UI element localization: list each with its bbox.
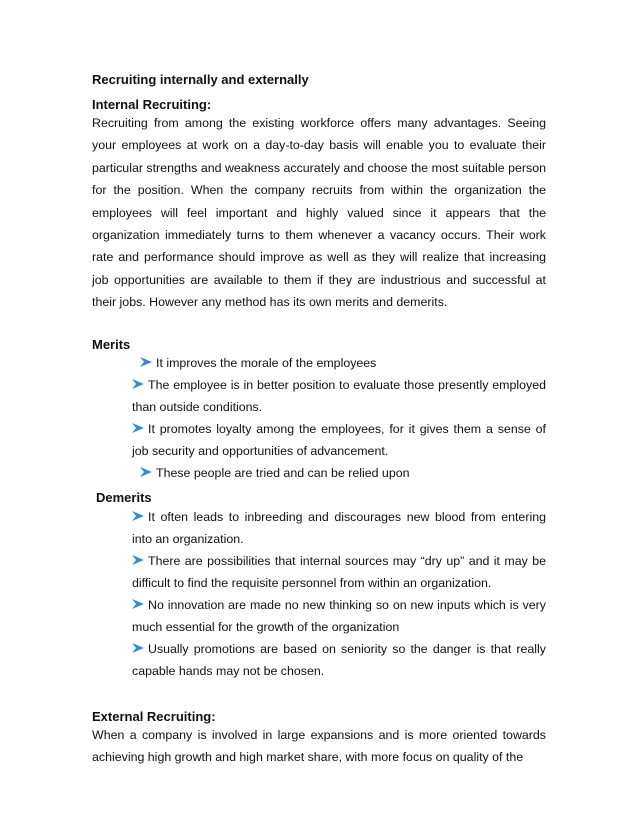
- merit-item: It promotes loyalty among the employees, for it gives them a sense of job security and opportunities of advancement.: [132, 422, 546, 459]
- merits-heading: Merits: [92, 337, 131, 352]
- demerit-item: No innovation are made no new thinking so on new inputs which is very much essential for the growth of the organization: [132, 598, 546, 635]
- internal-recruiting-heading: Internal Recruiting:: [92, 97, 212, 112]
- demerit-item: It often leads to inbreeding and discourages new blood from entering into an organization.: [132, 510, 546, 547]
- arrow-bullet-icon: [132, 378, 144, 390]
- arrow-bullet-icon: [132, 598, 144, 610]
- internal-recruiting-paragraph: Recruiting from among the existing workforce offers many advantages. Seeing your employees at work on a day-to-day basis will enable you to evaluate their particular strengths and weakness accurately and choose the most suitable person for the position. When the company recruits from within the organization the employees will feel important and highly valued since it appears that the organization immediately turns to them whenever a vacancy occurs. Their work rate and performance should improve as well as they will realize that increasing job opportunities are available to them if they are industrious and successful at their jobs. However any method has its own merits and demerits.: [92, 116, 546, 310]
- document-title: Recruiting internally and externally: [92, 72, 309, 87]
- arrow-bullet-icon: [140, 356, 152, 368]
- external-recruiting-paragraph: When a company is involved in large expansions and is more oriented towards achieving high growth and high market share, with more focus on quality of the: [92, 728, 546, 765]
- demerit-item: Usually promotions are based on seniority so the danger is that really capable hands may not be chosen.: [132, 642, 546, 679]
- demerit-item: There are possibilities that internal sources may “dry up” and it may be difficult to find the requisite personnel from within an organization.: [132, 554, 546, 591]
- merit-item: These people are tried and can be relied upon: [140, 462, 546, 484]
- merit-item: The employee is in better position to evaluate those presently employed than outside conditions.: [132, 378, 546, 415]
- arrow-bullet-icon: [132, 422, 144, 434]
- arrow-bullet-icon: [132, 642, 144, 654]
- merit-item: It improves the morale of the employees: [140, 352, 546, 374]
- arrow-bullet-icon: [132, 510, 144, 522]
- demerits-heading: Demerits: [96, 490, 152, 505]
- external-recruiting-heading: External Recruiting:: [92, 709, 216, 724]
- arrow-bullet-icon: [132, 554, 144, 566]
- arrow-bullet-icon: [140, 466, 152, 478]
